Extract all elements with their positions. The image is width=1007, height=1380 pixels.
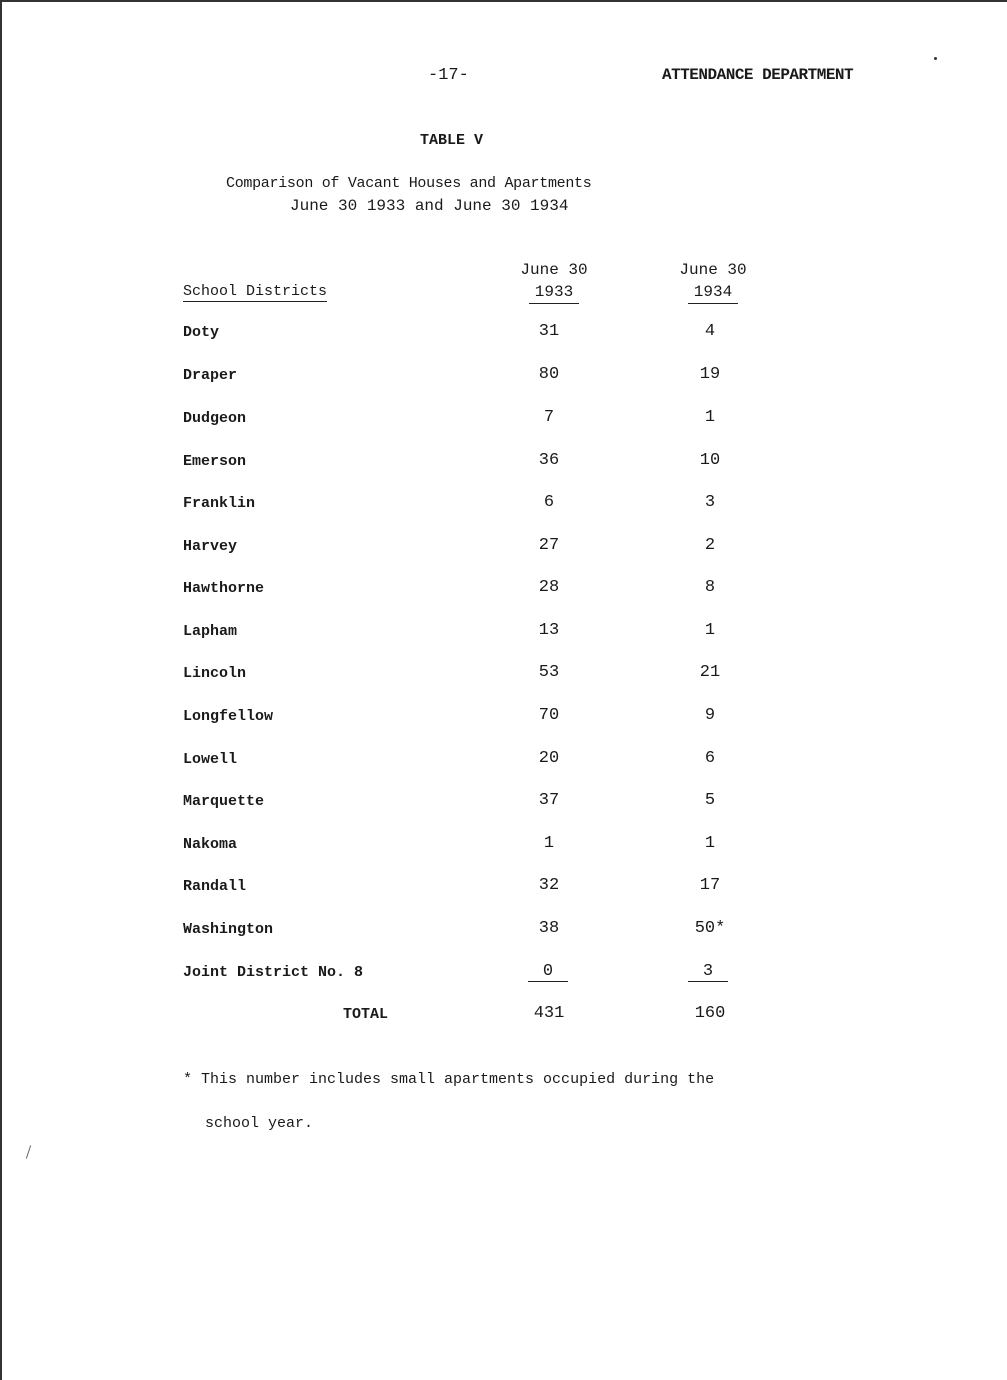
table-row [0, 491, 1007, 521]
value-1934: 8 [704, 578, 716, 597]
table-row [0, 832, 1007, 862]
department-header: ATTENDANCE DEPARTMENT [662, 66, 854, 84]
district-name: Draper [183, 367, 238, 384]
district-name: Doty [183, 324, 220, 341]
value-1934: 2 [704, 536, 716, 555]
value-1933: 31 [538, 322, 560, 341]
table-row-total [0, 1002, 1007, 1032]
value-1933: 28 [538, 578, 560, 597]
district-name: Lowell [183, 751, 238, 768]
value-1933: 0 [528, 962, 568, 982]
value-1933: 20 [538, 749, 560, 768]
table-row [0, 874, 1007, 904]
column-header-1934-line1: June 30 [679, 261, 747, 279]
page-number: -17- [428, 66, 469, 85]
table-row [0, 576, 1007, 606]
table-row [0, 917, 1007, 947]
value-1933: 13 [538, 621, 560, 640]
table-row [0, 406, 1007, 436]
district-name: Joint District No. 8 [183, 964, 364, 981]
table-row [0, 789, 1007, 819]
value-1934: 3 [688, 962, 728, 982]
district-name: Harvey [183, 538, 238, 555]
total-1933: 431 [533, 1004, 565, 1023]
value-1934: 5 [704, 791, 716, 810]
table-subtitle-line2: June 30 1933 and June 30 1934 [290, 197, 569, 215]
district-name: Lapham [183, 623, 238, 640]
value-1933: 38 [538, 919, 560, 938]
value-1934: 4 [704, 322, 716, 341]
district-name: Franklin [183, 495, 256, 512]
value-1933: 37 [538, 791, 560, 810]
value-1934: 50* [694, 919, 726, 938]
table-row [0, 661, 1007, 691]
district-name: Longfellow [183, 708, 274, 725]
value-1933: 36 [538, 451, 560, 470]
table-row [0, 704, 1007, 734]
value-1934: 1 [704, 621, 716, 640]
value-1934: 19 [699, 365, 721, 384]
value-1934: 6 [704, 749, 716, 768]
value-1934: 21 [699, 663, 721, 682]
table-row [0, 363, 1007, 393]
table-title: TABLE V [420, 132, 484, 149]
value-1934: 10 [699, 451, 721, 470]
district-name: Marquette [183, 793, 265, 810]
value-1933: 27 [538, 536, 560, 555]
value-1933: 80 [538, 365, 560, 384]
district-name: Randall [183, 878, 247, 895]
column-header-1934-line2: 1934 [688, 281, 738, 304]
table-row [0, 320, 1007, 350]
footnote-line2: school year. [205, 1115, 314, 1132]
value-1933: 53 [538, 663, 560, 682]
value-1934: 1 [704, 834, 716, 853]
column-header-districts: School Districts [183, 283, 328, 300]
table-row [0, 619, 1007, 649]
scan-mark [26, 1145, 31, 1159]
scan-border-top [0, 0, 1007, 2]
district-name: Dudgeon [183, 410, 247, 427]
value-1934: 1 [704, 408, 716, 427]
column-header-1933 [499, 259, 609, 304]
value-1933: 32 [538, 876, 560, 895]
table-subtitle-line1: Comparison of Vacant Houses and Apartments [226, 175, 592, 192]
scan-speck [934, 57, 937, 60]
table-row [0, 747, 1007, 777]
table-row [0, 534, 1007, 564]
district-name: Emerson [183, 453, 247, 470]
district-name: Hawthorne [183, 580, 265, 597]
total-1934: 160 [694, 1004, 726, 1023]
column-header-1934 [658, 259, 768, 304]
value-1934: 3 [704, 493, 716, 512]
column-header-1933-line2: 1933 [529, 281, 579, 304]
value-1934: 17 [699, 876, 721, 895]
value-1933: 70 [538, 706, 560, 725]
total-label: TOTAL [343, 1006, 389, 1023]
value-1933: 1 [543, 834, 555, 853]
district-name: Nakoma [183, 836, 238, 853]
value-1934: 9 [704, 706, 716, 725]
table-row [0, 449, 1007, 479]
footnote-line1: * This number includes small apartments occupied during the [183, 1071, 715, 1088]
district-name: Washington [183, 921, 274, 938]
table-row [0, 960, 1007, 990]
column-header-1933-line1: June 30 [520, 261, 588, 279]
value-1933: 6 [543, 493, 555, 512]
value-1933: 7 [543, 408, 555, 427]
district-name: Lincoln [183, 665, 247, 682]
